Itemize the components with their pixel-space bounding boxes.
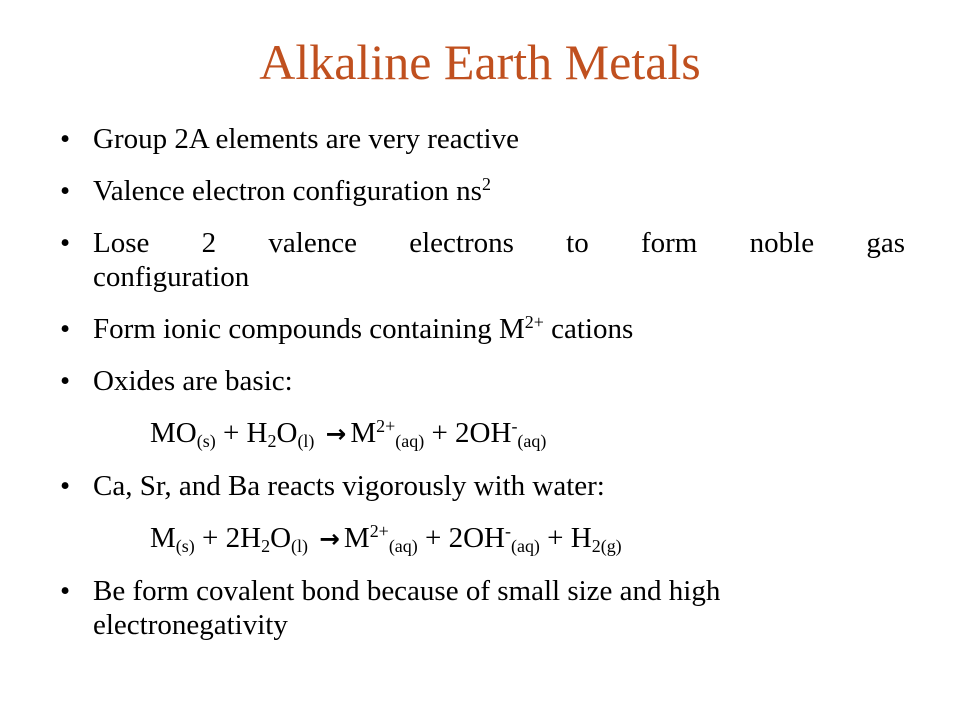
bullet-dot-icon: • [60, 227, 71, 259]
bullet-text: cations [543, 313, 634, 345]
bullet-dot-icon: • [60, 470, 71, 502]
eq-term: + 2H [194, 522, 262, 554]
bullet-text: Valence electron configuration ns [93, 175, 482, 207]
bullet-item-lose-electrons [60, 226, 905, 294]
superscript: 2+ [524, 312, 544, 333]
eq-term: + 2OH [417, 522, 505, 554]
eq-subscript: (l) [291, 536, 308, 557]
eq-term: M [350, 417, 377, 449]
eq-subscript: (aq) [388, 536, 418, 557]
eq-subscript: (aq) [517, 431, 547, 452]
equation-oxide-water [60, 416, 905, 451]
bullet-item-oxides-basic [60, 364, 905, 398]
bullet-text-line2: electronegativity [93, 609, 288, 641]
superscript: 2 [481, 174, 491, 195]
eq-term: + H [539, 522, 592, 554]
eq-subscript: (aq) [395, 431, 425, 452]
bullet-text-line1: Be form covalent bond because of small size and high [93, 575, 721, 607]
eq-term: M [150, 522, 176, 554]
reaction-arrow-icon: → [325, 419, 347, 448]
bullet-item-be-covalent [60, 574, 905, 642]
eq-term: O [270, 522, 292, 554]
eq-superscript: 2+ [369, 521, 389, 542]
eq-term: O [276, 417, 298, 449]
bullet-text: Oxides are basic: [93, 365, 293, 397]
bullet-list [60, 122, 905, 660]
reaction-arrow-icon: → [319, 524, 340, 553]
eq-term: + 2OH [424, 417, 512, 449]
eq-term: MO [150, 417, 197, 449]
eq-subscript: (s) [196, 431, 216, 452]
bullet-item-valence-config [60, 174, 905, 208]
eq-superscript: - [505, 521, 511, 542]
eq-subscript: 2(g) [591, 536, 622, 557]
bullet-text-line2: configuration [93, 261, 250, 293]
bullet-item-ionic-compounds [60, 312, 905, 346]
eq-subscript: 2 [261, 536, 271, 557]
bullet-dot-icon: • [60, 175, 71, 207]
eq-subscript: (l) [297, 431, 315, 452]
bullet-dot-icon: • [60, 575, 71, 607]
eq-term: M [343, 522, 370, 554]
bullet-item-reactive [60, 122, 905, 156]
eq-superscript: 2+ [376, 416, 396, 437]
bullet-dot-icon: • [60, 123, 71, 155]
slide-title: Alkaline Earth Metals [259, 34, 701, 90]
bullet-text-line1: Lose 2 valence electrons to form noble gas [93, 227, 905, 259]
eq-superscript: - [511, 416, 518, 437]
equation-metal-water [60, 521, 905, 556]
eq-term: + H [215, 417, 268, 449]
bullet-dot-icon: • [60, 313, 71, 345]
eq-subscript: (s) [175, 536, 195, 557]
bullet-text: Group 2A elements are very reactive [93, 123, 519, 155]
bullet-text: Ca, Sr, and Ba reacts vigorously with water: [93, 470, 605, 502]
bullet-dot-icon: • [60, 365, 71, 397]
bullet-text: Form ionic compounds containing M [93, 313, 525, 345]
bullet-item-react-water [60, 469, 905, 503]
eq-subscript: 2 [267, 431, 277, 452]
eq-subscript: (aq) [510, 536, 540, 557]
